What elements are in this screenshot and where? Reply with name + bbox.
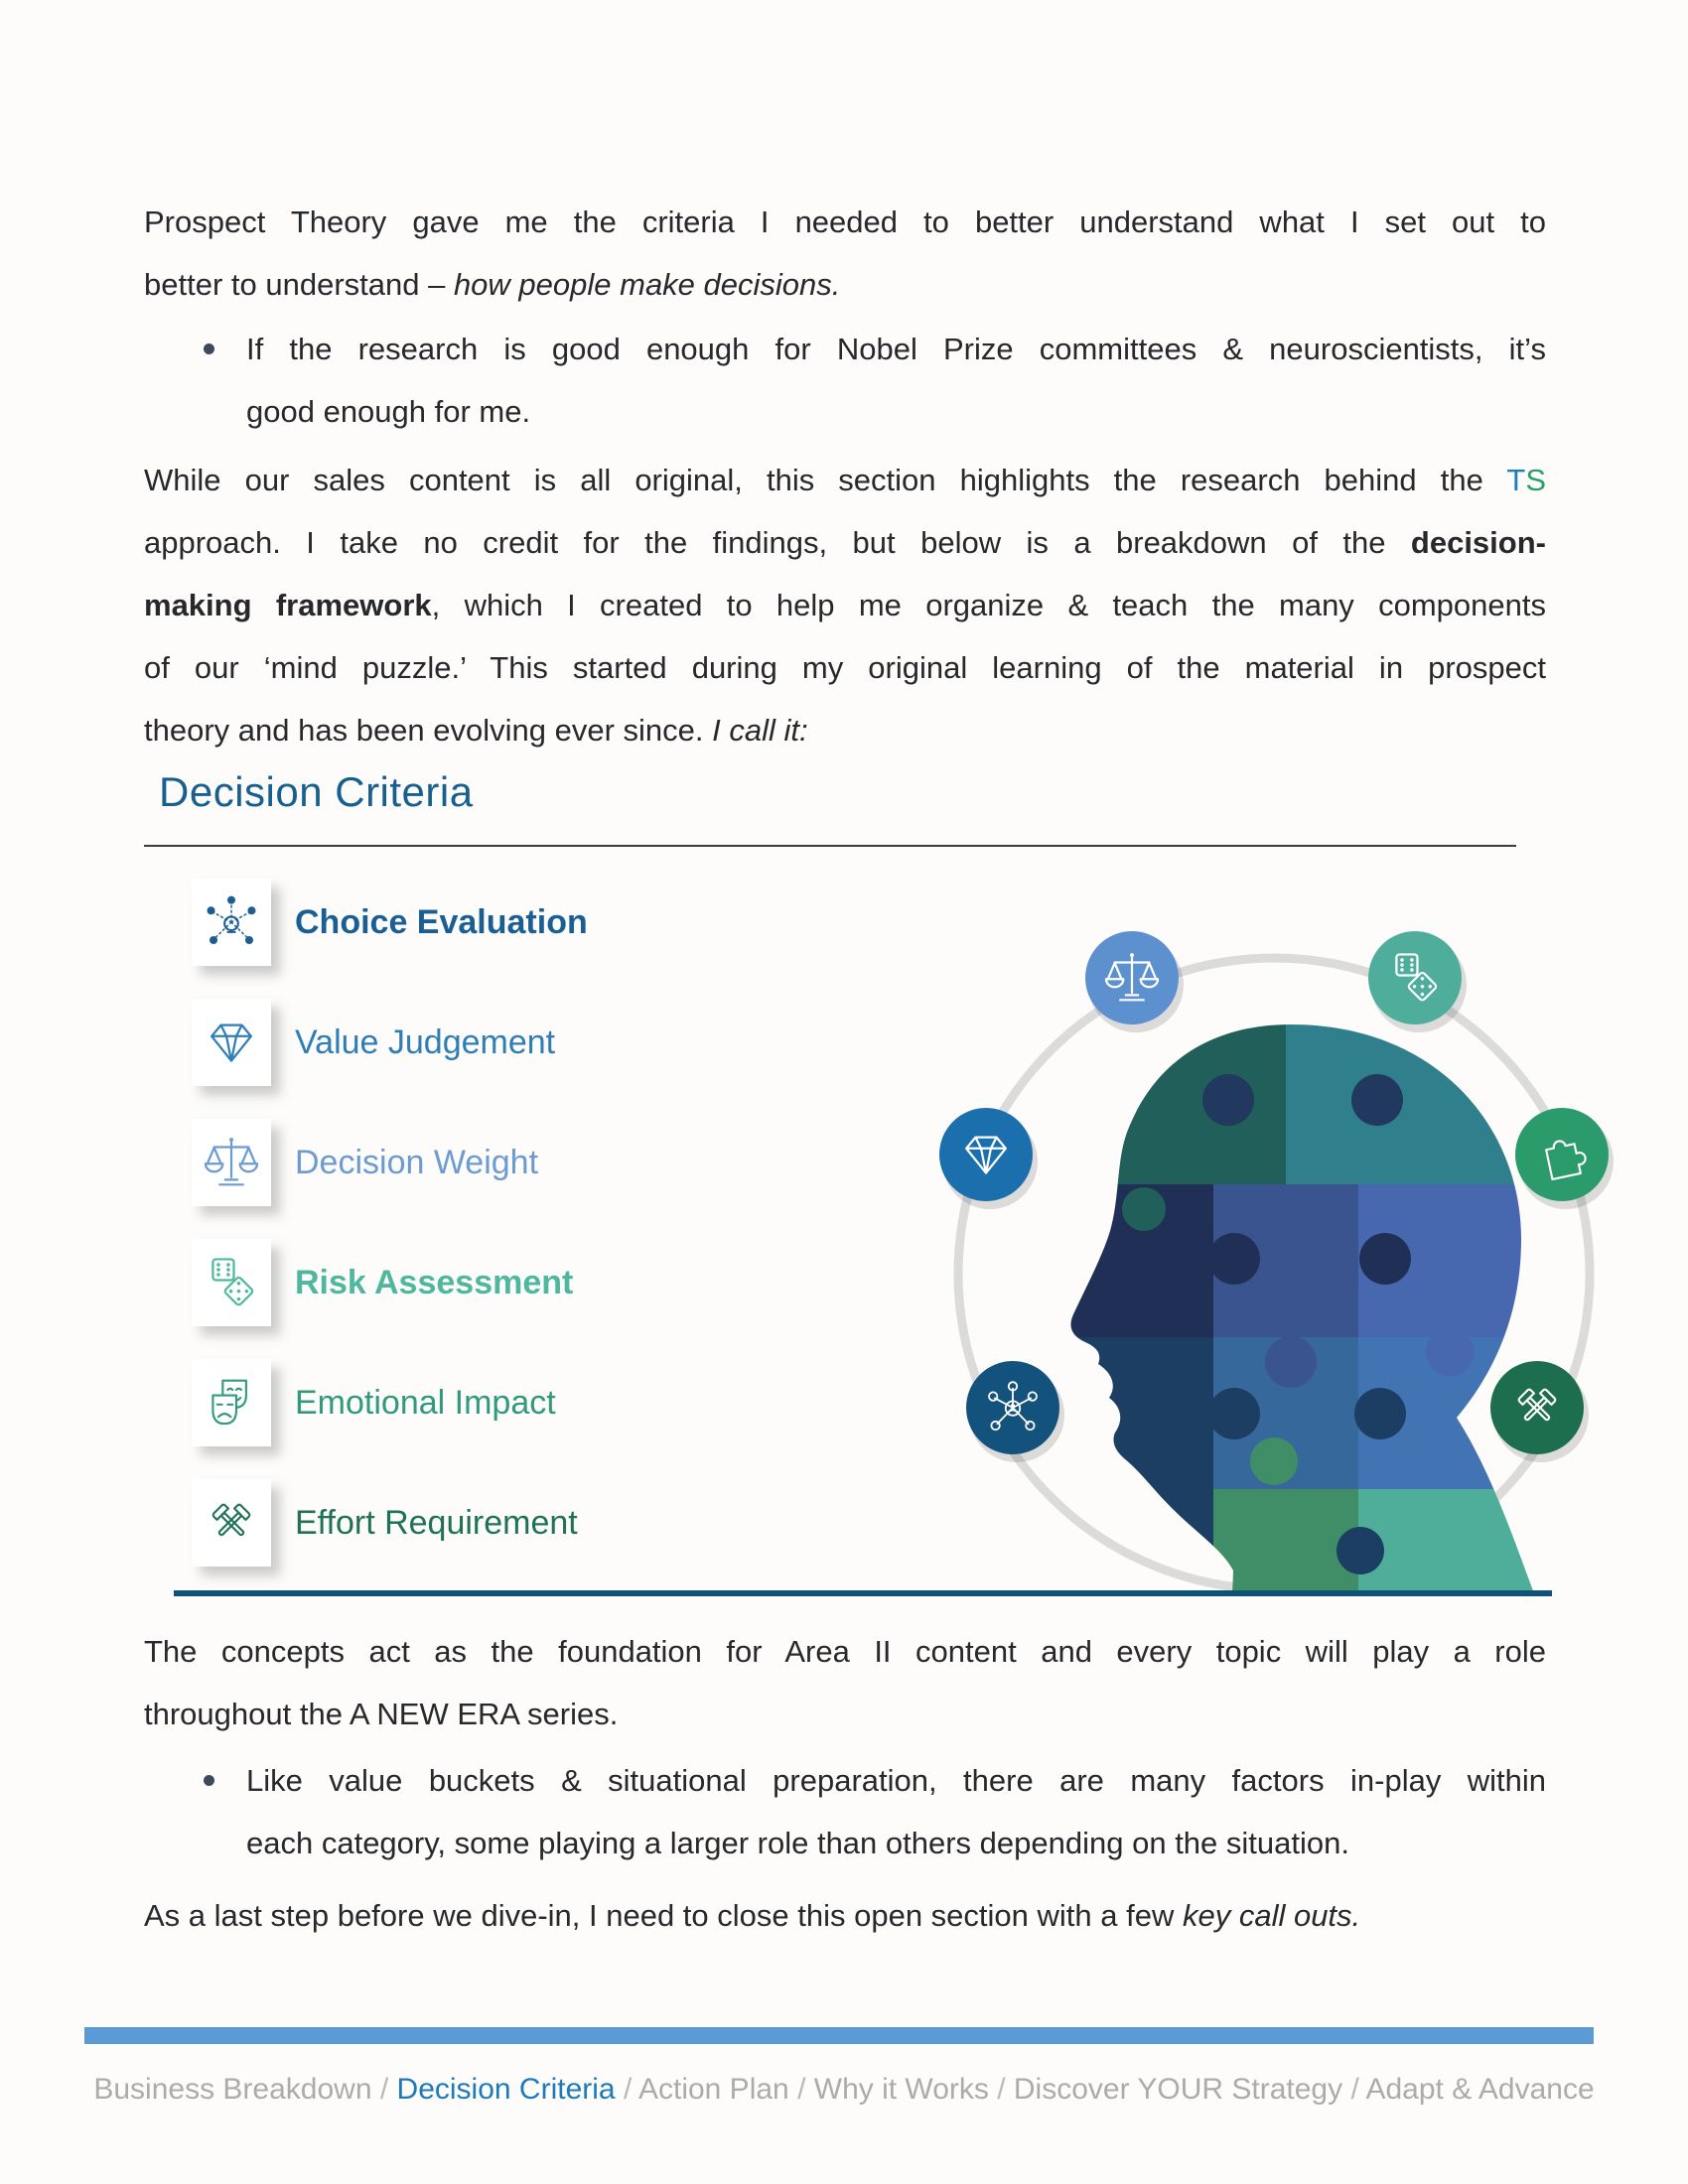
text-line: If the research is good enough for Nobel Prize committees & neuroscientists, it’s [246, 332, 1546, 366]
masks-icon [192, 1359, 271, 1446]
nav-separator: / [371, 2073, 397, 2106]
nav-separator: / [1342, 2073, 1366, 2106]
heading-divider [144, 845, 1516, 847]
criteria-label: Emotional Impact [295, 1383, 556, 1422]
text-line: of our ‘mind puzzle.’ This started during my original learning of the material in prospect [144, 650, 1546, 685]
text-line: While our sales content is all original, this section highlights the research behind the TS [144, 463, 1546, 497]
text-line: The concepts act as the foundation for Area II content and every topic will play a role [144, 1634, 1546, 1669]
scales-icon [192, 1119, 271, 1206]
text-line: better to understand – how people make decisions. [144, 267, 841, 302]
diamond-icon [192, 999, 271, 1086]
criteria-item-risk-assessment [192, 1239, 573, 1326]
diamond-icon [939, 1108, 1038, 1209]
criteria-item-effort-requirement [192, 1479, 578, 1567]
text-line: approach. I take no credit for the findings, but below is a breakdown of the decision- [144, 525, 1546, 560]
paragraph-last-step [144, 1884, 1546, 1947]
bullet-dot [204, 343, 214, 354]
text-line: good enough for me. [246, 394, 531, 429]
text-line: making framework, which I created to help me organize & teach the many components [144, 588, 1547, 622]
text-line: each category, some playing a larger role than others depending on the situation. [246, 1826, 1349, 1860]
criteria-label: Value Judgement [295, 1023, 556, 1061]
nav-item-discover-your-strategy[interactable]: Discover YOUR Strategy [1013, 2073, 1343, 2106]
footer-accent-bar [84, 2027, 1594, 2044]
nav-item-adapt-&-advance[interactable]: Adapt & Advance [1365, 2073, 1595, 2106]
criteria-item-emotional-impact [192, 1359, 556, 1446]
paragraph-prospect-theory [144, 191, 1546, 316]
paragraph-framework [144, 449, 1546, 761]
text-line: throughout the A NEW ERA series. [144, 1697, 619, 1731]
criteria-item-choice-evaluation [192, 879, 588, 966]
nav-separator: / [788, 2073, 814, 2106]
criteria-label: Risk Assessment [295, 1263, 574, 1301]
text-line: theory and has been evolving ever since. I call it: [144, 713, 808, 748]
bullet-value-buckets [144, 1749, 1546, 1874]
criteria-label: Choice Evaluation [295, 902, 588, 941]
mind-puzzle-illustration [645, 893, 1648, 1596]
nav-item-why-it-works[interactable]: Why it Works [813, 2073, 989, 2106]
text-line: Like value buckets & situational preparation, there are many factors in-play within [246, 1763, 1546, 1798]
network-icon [192, 879, 271, 966]
nav-item-decision-criteria[interactable]: Decision Criteria [396, 2073, 616, 2106]
network-icon [966, 1361, 1064, 1462]
text-line: As a last step before we dive-in, I need to close this open section with a few key call outs. [144, 1898, 1361, 1933]
bullet-dot [204, 1775, 214, 1786]
dice-icon [192, 1239, 271, 1326]
criteria-label: Decision Weight [295, 1143, 539, 1181]
dice-icon [1368, 931, 1467, 1032]
paragraph-concepts [144, 1620, 1546, 1745]
section-heading: Decision Criteria [159, 768, 474, 815]
criteria-item-value-judgement [192, 999, 555, 1086]
puzzle-icon [1515, 1108, 1614, 1209]
puzzle-head [1033, 1013, 1549, 1596]
nav-separator: / [615, 2073, 638, 2106]
bullet-nobel-prize [144, 318, 1546, 443]
nav-item-action-plan[interactable]: Action Plan [637, 2073, 789, 2106]
scales-icon [1085, 931, 1184, 1032]
nav-item-business-breakdown[interactable]: Business Breakdown [93, 2073, 372, 2106]
text-line: Prospect Theory gave me the criteria I needed to better understand what I set out to [144, 205, 1546, 239]
section-divider [174, 1590, 1552, 1596]
criteria-label: Effort Requirement [295, 1503, 578, 1542]
criteria-item-decision-weight [192, 1119, 538, 1206]
nav-separator: / [988, 2073, 1014, 2106]
hammers-icon [192, 1479, 271, 1567]
footer-nav [0, 2069, 1688, 2111]
